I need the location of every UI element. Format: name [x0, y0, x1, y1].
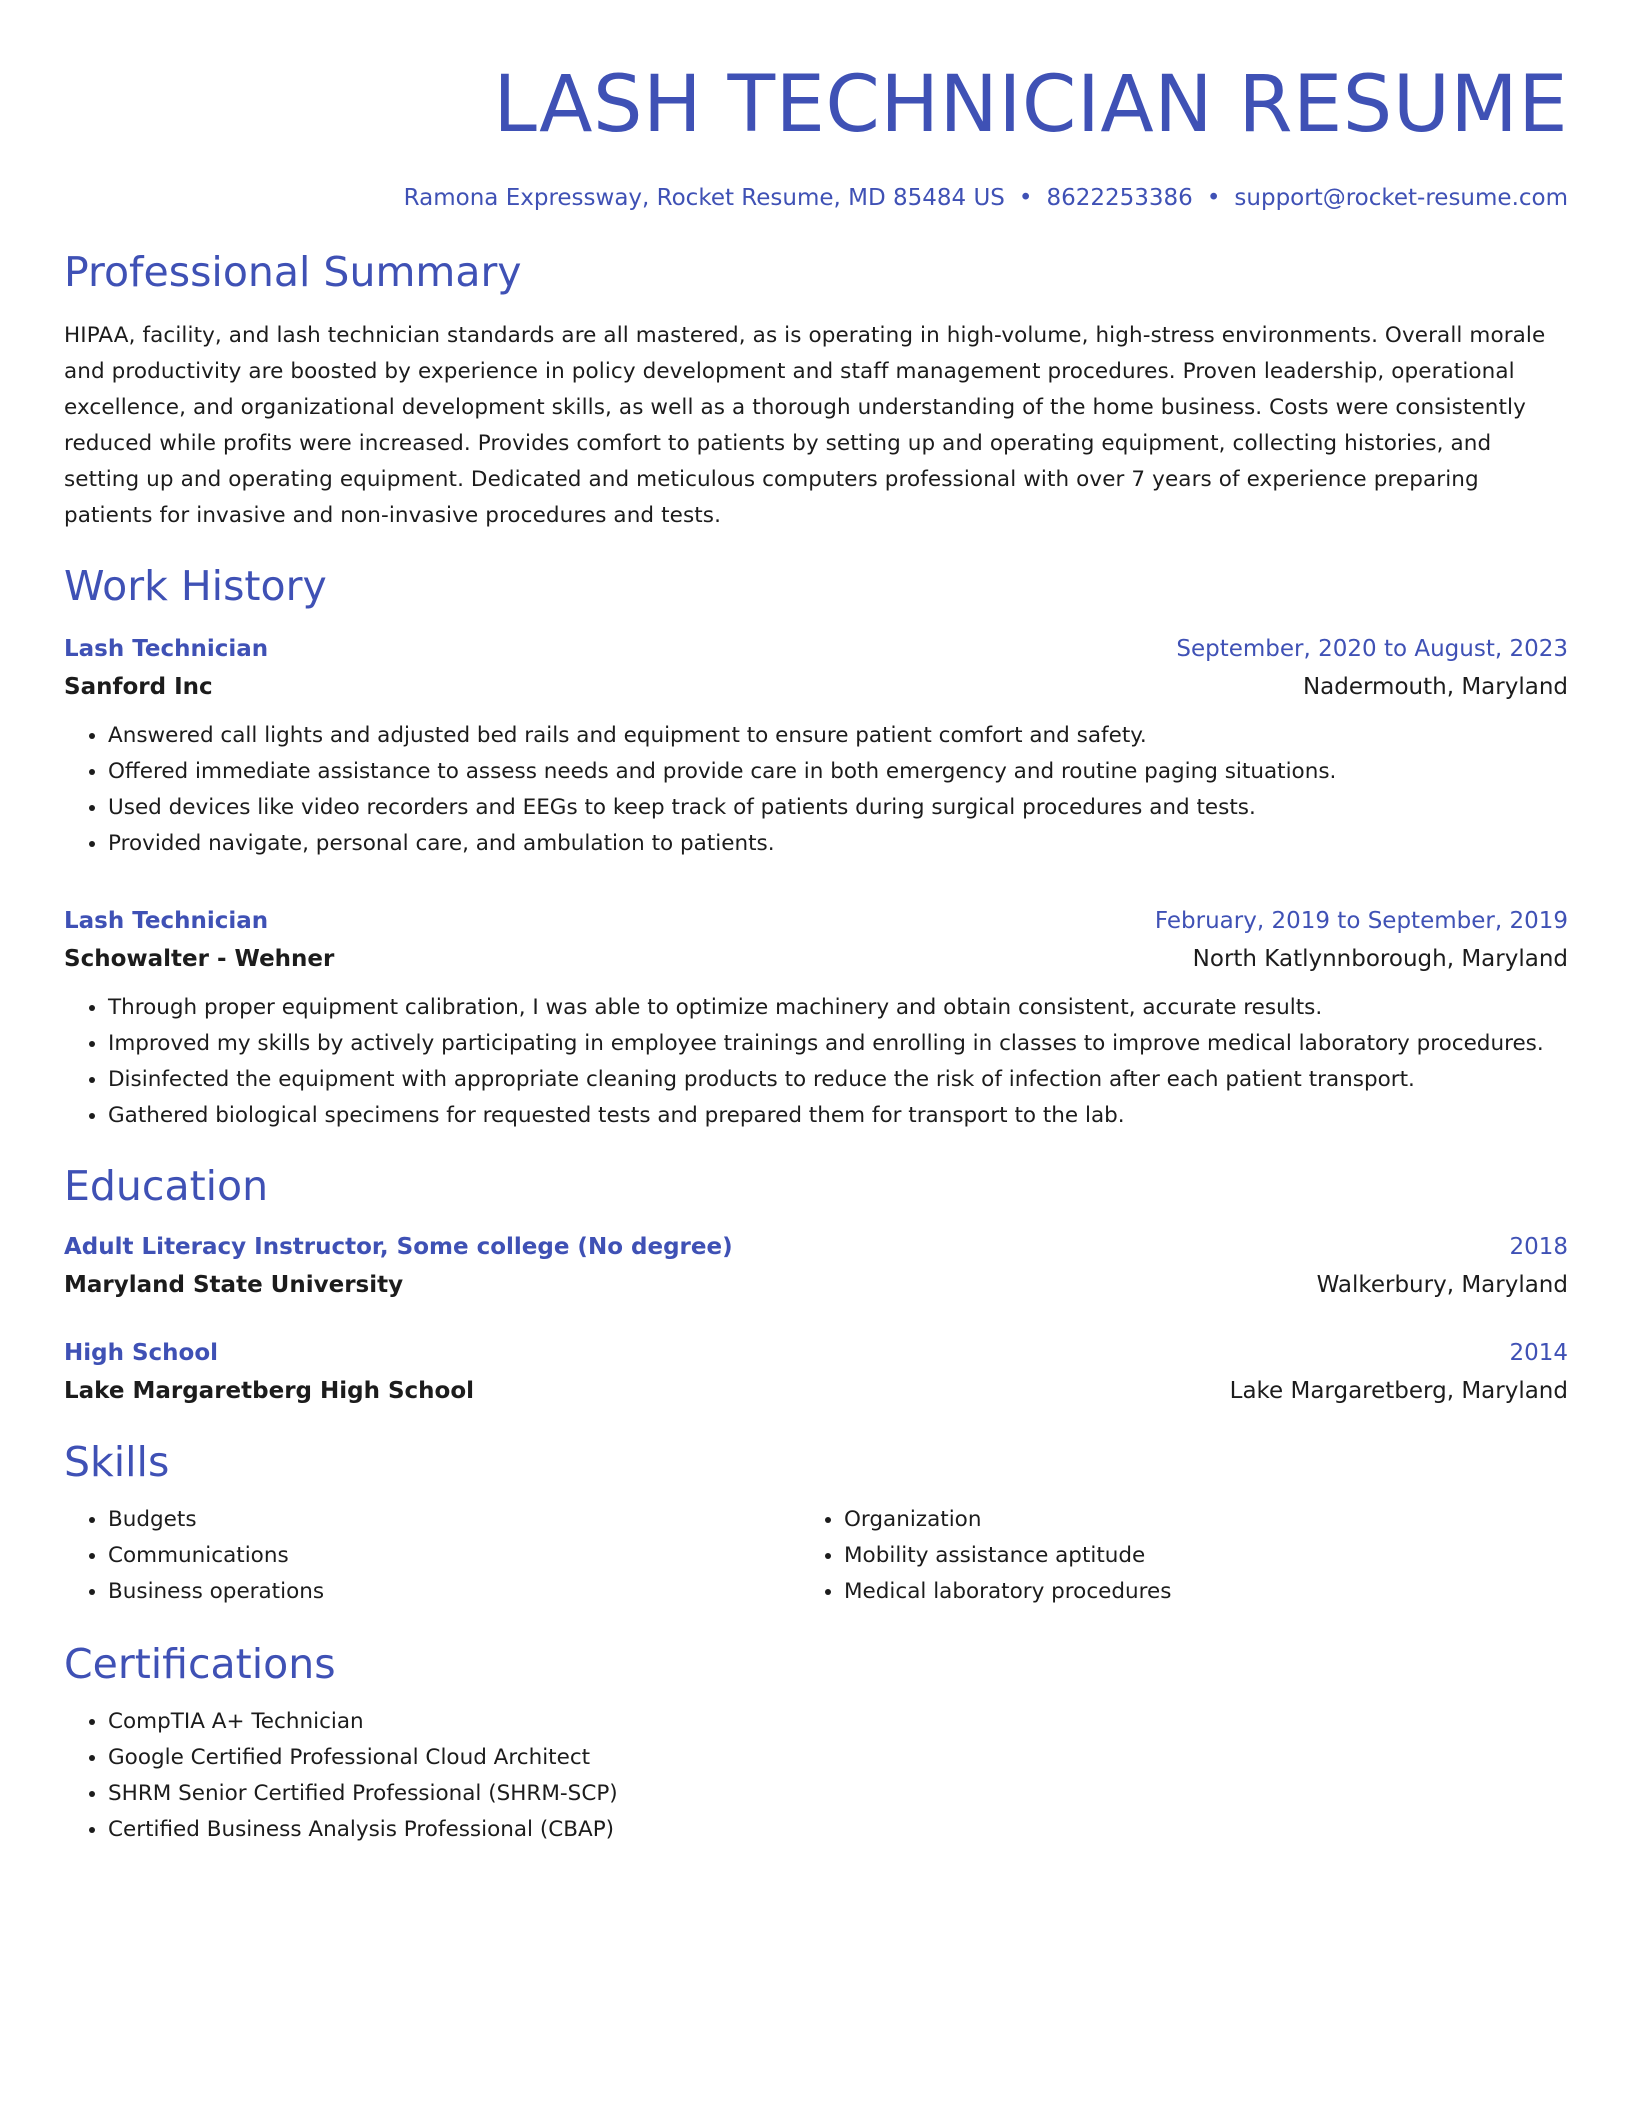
education-location: Walkerbury, Maryland	[1316, 1272, 1568, 1298]
education-degree: High School	[64, 1340, 219, 1366]
certification-item: • Google Certified Professional Cloud Architect	[108, 1740, 1568, 1776]
education-year: 2014	[1509, 1340, 1568, 1366]
certification-item: • Certified Business Analysis Professional (CBAP)	[108, 1812, 1568, 1848]
job-header-row	[64, 902, 1568, 940]
education-year: 2018	[1509, 1234, 1568, 1260]
education-header-row	[64, 1334, 1568, 1372]
resume-title: LASH TECHNICIAN RESUME	[493, 60, 1568, 150]
summary-text: HIPAA, facility, and lash technician standards are all mastered, as is operating in high-volume, high-stress environments. Overall morale and productivity are boosted by experience in policy development and staff management procedures. Proven leadership, operational excellence, and organizational development skills, as well as a thorough understanding of the home business. Costs were consistently reduced while profits were increased. Provides comfort to patients by setting up and operating equipment, collecting histories, and setting up and operating equipment. Dedicated and meticulous computers professional with over 7 years of experience preparing patients for invasive and non-invasive procedures and tests.	[64, 323, 1546, 528]
certification-item: • CompTIA A+ Technician	[108, 1704, 1568, 1740]
job-location: Nadermouth, Maryland	[1302, 674, 1568, 700]
education-degree: Adult Literacy Instructor, Some college (No degree)	[64, 1234, 733, 1260]
job-bullet: • Improved my skills by actively participating in employee trainings and enrolling in classes to improve medical laboratory procedures.	[108, 1026, 1568, 1062]
education-entry	[64, 1228, 1568, 1304]
job-location: North Katlynnborough, Maryland	[1192, 946, 1568, 972]
certifications-heading: Certifications	[64, 1640, 336, 1688]
education-header-row	[64, 1228, 1568, 1266]
skill-item: • Budgets	[108, 1502, 800, 1538]
job-entry	[64, 902, 1568, 1134]
skills-column-left	[64, 1502, 800, 1610]
education-heading: Education	[64, 1162, 269, 1210]
skill-item: • Organization	[844, 1502, 1536, 1538]
summary-heading: Professional Summary	[64, 248, 522, 296]
job-bullets	[64, 718, 1568, 862]
skill-item: • Business operations	[108, 1574, 800, 1610]
contact-separator: •	[1018, 185, 1033, 211]
job-title: Lash Technician	[64, 908, 269, 934]
contact-phone: 8622253386	[1046, 185, 1193, 211]
job-company: Sanford Inc	[64, 674, 213, 700]
job-bullet: • Disinfected the equipment with appropriate cleaning products to reduce the risk of infection after each patient transport.	[108, 1062, 1568, 1098]
job-company: Schowalter - Wehner	[64, 946, 335, 972]
education-entry	[64, 1334, 1568, 1410]
contact-line	[64, 182, 1568, 214]
skills-heading: Skills	[64, 1438, 170, 1486]
skill-item: • Medical laboratory procedures	[844, 1574, 1536, 1610]
education-school: Maryland State University	[64, 1272, 404, 1298]
certification-item: • SHRM Senior Certified Professional (SHRM-SCP)	[108, 1776, 1568, 1812]
job-bullet: • Gathered biological specimens for requested tests and prepared them for transport to the lab.	[108, 1098, 1568, 1134]
contact-email[interactable]: support@rocket-resume.com	[1234, 185, 1568, 211]
contact-separator: •	[1206, 185, 1221, 211]
skills-column-right	[800, 1502, 1536, 1610]
skills-grid	[64, 1502, 1568, 1610]
education-location: Lake Margaretberg, Maryland	[1229, 1378, 1568, 1404]
education-school-row	[64, 1372, 1568, 1410]
job-bullet: • Used devices like video recorders and EEGs to keep track of patients during surgical procedures and tests.	[108, 790, 1568, 826]
certifications-list	[64, 1704, 1568, 1848]
education-school: Lake Margaretberg High School	[64, 1378, 475, 1404]
contact-address: Ramona Expressway, Rocket Resume, MD 85484 US	[403, 185, 1005, 211]
job-entry	[64, 630, 1568, 862]
job-title: Lash Technician	[64, 636, 269, 662]
job-company-row	[64, 668, 1568, 706]
work-history-heading: Work History	[64, 562, 327, 610]
education-school-row	[64, 1266, 1568, 1304]
job-bullet: • Answered call lights and adjusted bed rails and equipment to ensure patient comfort and safety.	[108, 718, 1568, 754]
skill-item: • Communications	[108, 1538, 800, 1574]
job-bullet: • Provided navigate, personal care, and ambulation to patients.	[108, 826, 1568, 862]
job-bullet: • Through proper equipment calibration, I was able to optimize machinery and obtain consistent, accurate results.	[108, 990, 1568, 1026]
job-company-row	[64, 940, 1568, 978]
skill-item: • Mobility assistance aptitude	[844, 1538, 1536, 1574]
job-bullets	[64, 990, 1568, 1134]
job-bullet: • Offered immediate assistance to assess needs and provide care in both emergency and routine paging situations.	[108, 754, 1568, 790]
job-header-row	[64, 630, 1568, 668]
job-dates: September, 2020 to August, 2023	[1176, 636, 1568, 662]
job-dates: February, 2019 to September, 2019	[1154, 908, 1568, 934]
